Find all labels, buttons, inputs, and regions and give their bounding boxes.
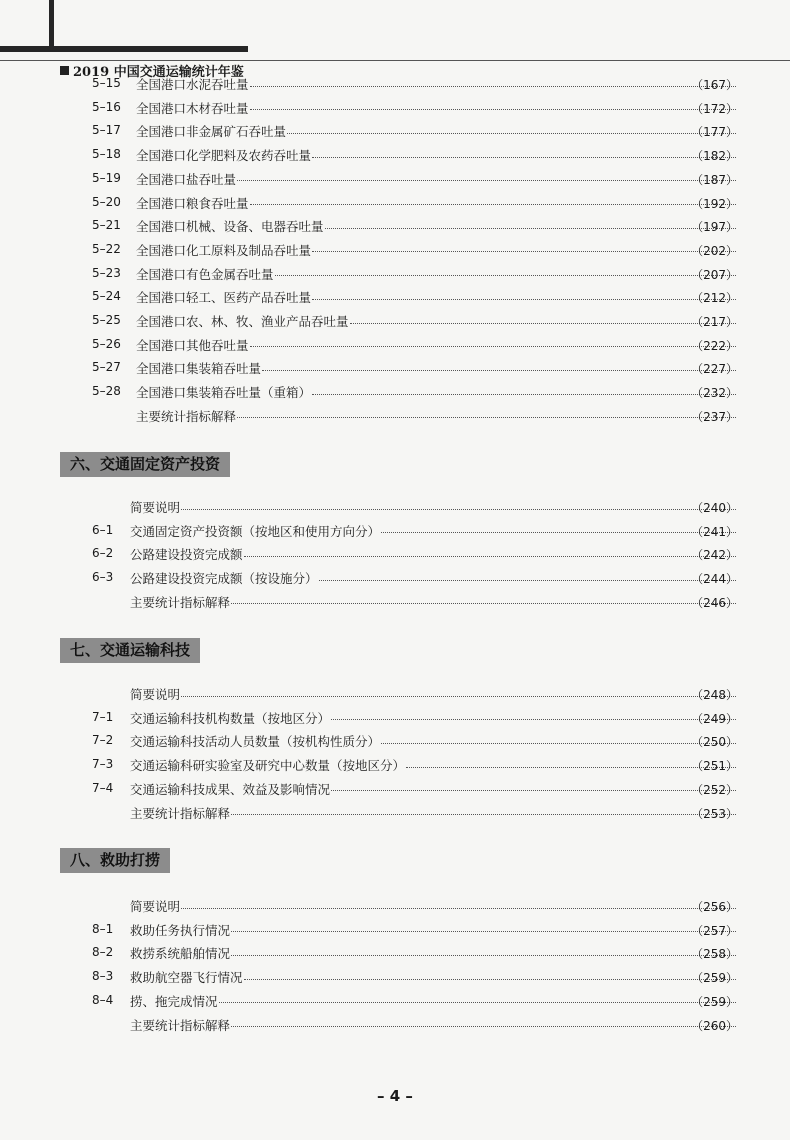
entry-title: 全国港口有色金属吞吐量 (136, 266, 274, 282)
entry-number: 5–24 (92, 289, 121, 304)
dot-leader (312, 394, 736, 395)
entry-title: 简要说明 (130, 899, 181, 914)
entry-leader (130, 591, 736, 613)
entry-leader (136, 144, 736, 166)
entry-title: 全国港口机械、设备、电器吞吐量 (136, 219, 324, 235)
entry-leader (136, 73, 736, 95)
toc-entry[interactable] (0, 310, 790, 332)
entry-number: 7–4 (92, 780, 114, 795)
toc-entry[interactable] (0, 144, 790, 166)
entry-title: 全国港口盐吞吐量 (136, 171, 237, 187)
entry-number: 5–19 (92, 170, 121, 185)
entry-page: （246） (691, 595, 738, 610)
entry-page: （172） (691, 101, 738, 116)
entry-leader (130, 543, 736, 565)
entry-title: 简要说明 (130, 687, 181, 702)
entry-number: 6–1 (92, 522, 114, 537)
entry-title: 简要说明 (130, 500, 181, 515)
toc-entry[interactable] (0, 778, 790, 800)
entry-leader (130, 919, 736, 941)
entry-number: 6–2 (92, 546, 114, 561)
entry-page: （182） (691, 149, 738, 164)
toc-entry[interactable] (0, 919, 790, 941)
entry-leader (130, 730, 736, 752)
dot-leader (181, 908, 736, 909)
dot-leader (331, 790, 736, 791)
entry-number: 5–27 (92, 360, 121, 375)
entry-page: （192） (691, 196, 738, 211)
entry-leader (136, 239, 736, 261)
entry-title: 全国港口木材吞吐量 (136, 100, 249, 116)
entry-title: 救助航空器飞行情况 (130, 970, 243, 986)
entry-number: 5–15 (92, 76, 121, 90)
entry-number: 5–25 (92, 313, 121, 327)
entry-number: 5–26 (92, 336, 121, 351)
entry-leader (136, 263, 736, 285)
dot-leader (250, 346, 736, 347)
toc-entry[interactable] (0, 990, 790, 1012)
dot-leader (350, 323, 736, 324)
running-title: 2019 中国交通运输统计年鉴 (73, 65, 244, 80)
entry-number: 8–4 (92, 992, 114, 1007)
entry-page: （232） (691, 386, 738, 401)
entry-leader (136, 97, 736, 119)
entry-number: 5–20 (92, 194, 121, 209)
toc-entry[interactable] (0, 381, 790, 403)
dot-leader (312, 251, 736, 252)
entry-title: 全国港口集装箱吞吐量 (136, 361, 262, 377)
entry-page: （237） (691, 409, 738, 424)
entry-title: 主要统计指标解释 (130, 594, 231, 610)
toc-entry[interactable] (0, 405, 790, 427)
toc-entry[interactable] (0, 357, 790, 379)
toc-entry[interactable] (0, 97, 790, 119)
entry-page: （187） (691, 172, 738, 187)
page-number: – 4 – (377, 1087, 413, 1105)
dot-leader (262, 370, 736, 371)
entry-number: 5–23 (92, 265, 121, 280)
toc-entry[interactable] (0, 520, 790, 542)
entry-leader (136, 286, 736, 308)
entry-title: 全国港口化工原料及制品吞吐量 (136, 242, 312, 258)
entry-page: （217） (691, 315, 738, 329)
entry-number: 5–18 (92, 147, 121, 162)
entry-title: 公路建设投资完成额（按设施分） (130, 571, 318, 587)
entry-number: 5–17 (92, 123, 121, 138)
entry-title: 全国港口非金属矿石吞吐量 (136, 124, 287, 140)
entry-leader (130, 683, 736, 705)
entry-leader (130, 707, 736, 729)
dot-leader (250, 86, 736, 87)
entry-title: 全国港口农、林、牧、渔业产品吞吐量 (136, 314, 349, 329)
dot-leader (381, 532, 736, 533)
entry-leader (130, 778, 736, 800)
dot-leader (244, 556, 736, 557)
entry-page: （256） (691, 900, 738, 914)
entry-page: （259） (691, 971, 738, 986)
toc-entry[interactable] (0, 683, 790, 705)
dot-leader (231, 814, 736, 815)
dot-leader (250, 109, 736, 110)
entry-leader (130, 942, 736, 964)
entry-page: （248） (691, 688, 738, 702)
dot-leader (381, 743, 736, 744)
entry-page: （212） (691, 291, 738, 306)
entry-page: （202） (691, 243, 738, 258)
toc-entry[interactable] (0, 73, 790, 95)
entry-number: 8–2 (92, 945, 114, 960)
dot-leader (406, 767, 736, 768)
toc-entry[interactable] (0, 1014, 790, 1036)
entry-title: 全国港口水泥吞吐量 (136, 77, 249, 92)
dot-leader (219, 1002, 736, 1003)
toc-entry[interactable] (0, 591, 790, 613)
entry-leader (130, 496, 736, 518)
toc-entry[interactable] (0, 168, 790, 190)
entry-title: 主要统计指标解释 (136, 408, 237, 424)
dot-leader (231, 955, 736, 956)
dot-leader (181, 696, 736, 697)
dot-leader (312, 157, 736, 158)
entry-number: 5–28 (92, 384, 121, 399)
entry-number: 7–2 (92, 733, 114, 748)
entry-leader (136, 215, 736, 237)
entry-leader (130, 1014, 736, 1036)
toc-entry[interactable] (0, 543, 790, 565)
entry-number: 7–1 (92, 709, 114, 724)
dot-leader (231, 603, 736, 604)
entry-leader (136, 310, 736, 332)
entry-title: 交通运输科技机构数量（按地区分） (130, 710, 331, 726)
dot-leader (319, 580, 736, 581)
dot-leader (325, 228, 736, 229)
toc-entry[interactable] (0, 239, 790, 261)
entry-leader (136, 168, 736, 190)
toc-entry[interactable] (0, 802, 790, 824)
entry-page: （259） (691, 994, 738, 1009)
toc-entry[interactable] (0, 707, 790, 729)
entry-leader (130, 754, 736, 776)
entry-title: 全国港口轻工、医药产品吞吐量 (136, 290, 312, 306)
entry-title: 全国港口其他吞吐量 (136, 337, 249, 353)
entry-title: 全国港口化学肥料及农药吞吐量 (136, 148, 312, 164)
toc-entry[interactable] (0, 286, 790, 308)
toc-entry[interactable] (0, 895, 790, 917)
entry-number: 6–3 (92, 570, 114, 585)
entry-title: 全国港口集装箱吞吐量（重箱） (136, 385, 312, 401)
entry-leader (130, 895, 736, 917)
entry-page: （260） (691, 1018, 738, 1033)
entry-title: 主要统计指标解释 (130, 1017, 231, 1033)
dot-leader (231, 931, 736, 932)
dot-leader (250, 204, 736, 205)
entry-title: 救助任务执行情况 (130, 922, 231, 938)
dot-leader (312, 299, 736, 300)
toc-entry[interactable] (0, 215, 790, 237)
toc-entry[interactable] (0, 263, 790, 285)
dot-leader (244, 979, 736, 980)
entry-title: 救捞系统船舶情况 (130, 946, 231, 962)
entry-leader (130, 520, 736, 542)
chapter-heading: 八、救助打捞 (60, 848, 170, 873)
entry-page: （207） (691, 267, 738, 282)
entry-title: 主要统计指标解释 (130, 805, 231, 821)
toc-entry[interactable] (0, 496, 790, 518)
entry-title: 交通运输科技活动人员数量（按机构性质分） (130, 734, 381, 750)
toc-entry[interactable] (0, 192, 790, 214)
dot-leader (237, 180, 736, 181)
dot-leader (231, 1026, 736, 1027)
entry-leader (136, 381, 736, 403)
entry-title: 公路建设投资完成额 (130, 547, 243, 563)
toc-entry[interactable] (0, 730, 790, 752)
entry-leader (136, 192, 736, 214)
toc-entry[interactable] (0, 567, 790, 589)
entry-number: 8–1 (92, 921, 114, 936)
entry-page: （177） (691, 125, 738, 140)
dot-leader (287, 133, 736, 134)
entry-page: （242） (691, 548, 738, 563)
entry-page: （244） (691, 572, 738, 587)
entry-page: （197） (691, 220, 738, 235)
entry-title: 捞、拖完成情况 (130, 993, 218, 1009)
entry-leader (136, 334, 736, 356)
entry-page: （252） (691, 782, 738, 797)
entry-page: （257） (691, 923, 738, 938)
entry-leader (130, 567, 736, 589)
toc-entry[interactable] (0, 966, 790, 988)
entry-title: 交通运输科研实验室及研究中心数量（按地区分） (130, 758, 406, 774)
chapter-heading: 七、交通运输科技 (60, 638, 200, 663)
entry-page: （249） (691, 711, 738, 726)
entry-leader (130, 966, 736, 988)
toc-entry[interactable] (0, 334, 790, 356)
entry-page: （250） (691, 735, 738, 750)
entry-leader (130, 802, 736, 824)
entry-page: （258） (691, 947, 738, 962)
entry-leader (136, 405, 736, 427)
entry-page: （167） (691, 78, 738, 92)
header-vertical-bar (49, 0, 54, 50)
entry-page: （222） (691, 338, 738, 353)
entry-number: 5–22 (92, 241, 121, 256)
entry-page: （240） (691, 501, 738, 515)
entry-page: （253） (691, 806, 738, 821)
toc-entry[interactable] (0, 754, 790, 776)
entry-leader (136, 357, 736, 379)
dot-leader (237, 417, 736, 418)
entry-number: 7–3 (92, 757, 114, 772)
entry-title: 交通固定资产投资额（按地区和使用方向分） (130, 523, 381, 539)
entry-title: 全国港口粮食吞吐量 (136, 195, 249, 211)
entry-leader (130, 990, 736, 1012)
entry-page: （251） (691, 759, 738, 774)
header-horizontal-bar (0, 46, 248, 52)
entry-leader (136, 120, 736, 142)
entry-number: 5–21 (92, 218, 121, 233)
entry-number: 8–3 (92, 969, 114, 984)
dot-leader (181, 509, 736, 510)
chapter-heading: 六、交通固定资产投资 (60, 452, 230, 477)
dot-leader (275, 275, 736, 276)
entry-title: 交通运输科技成果、效益及影响情况 (130, 781, 331, 797)
toc-entry[interactable] (0, 120, 790, 142)
dot-leader (331, 719, 736, 720)
entry-page: （227） (691, 362, 738, 377)
entry-page: （241） (691, 524, 738, 539)
toc-entry[interactable] (0, 942, 790, 964)
entry-number: 5–16 (92, 99, 121, 114)
